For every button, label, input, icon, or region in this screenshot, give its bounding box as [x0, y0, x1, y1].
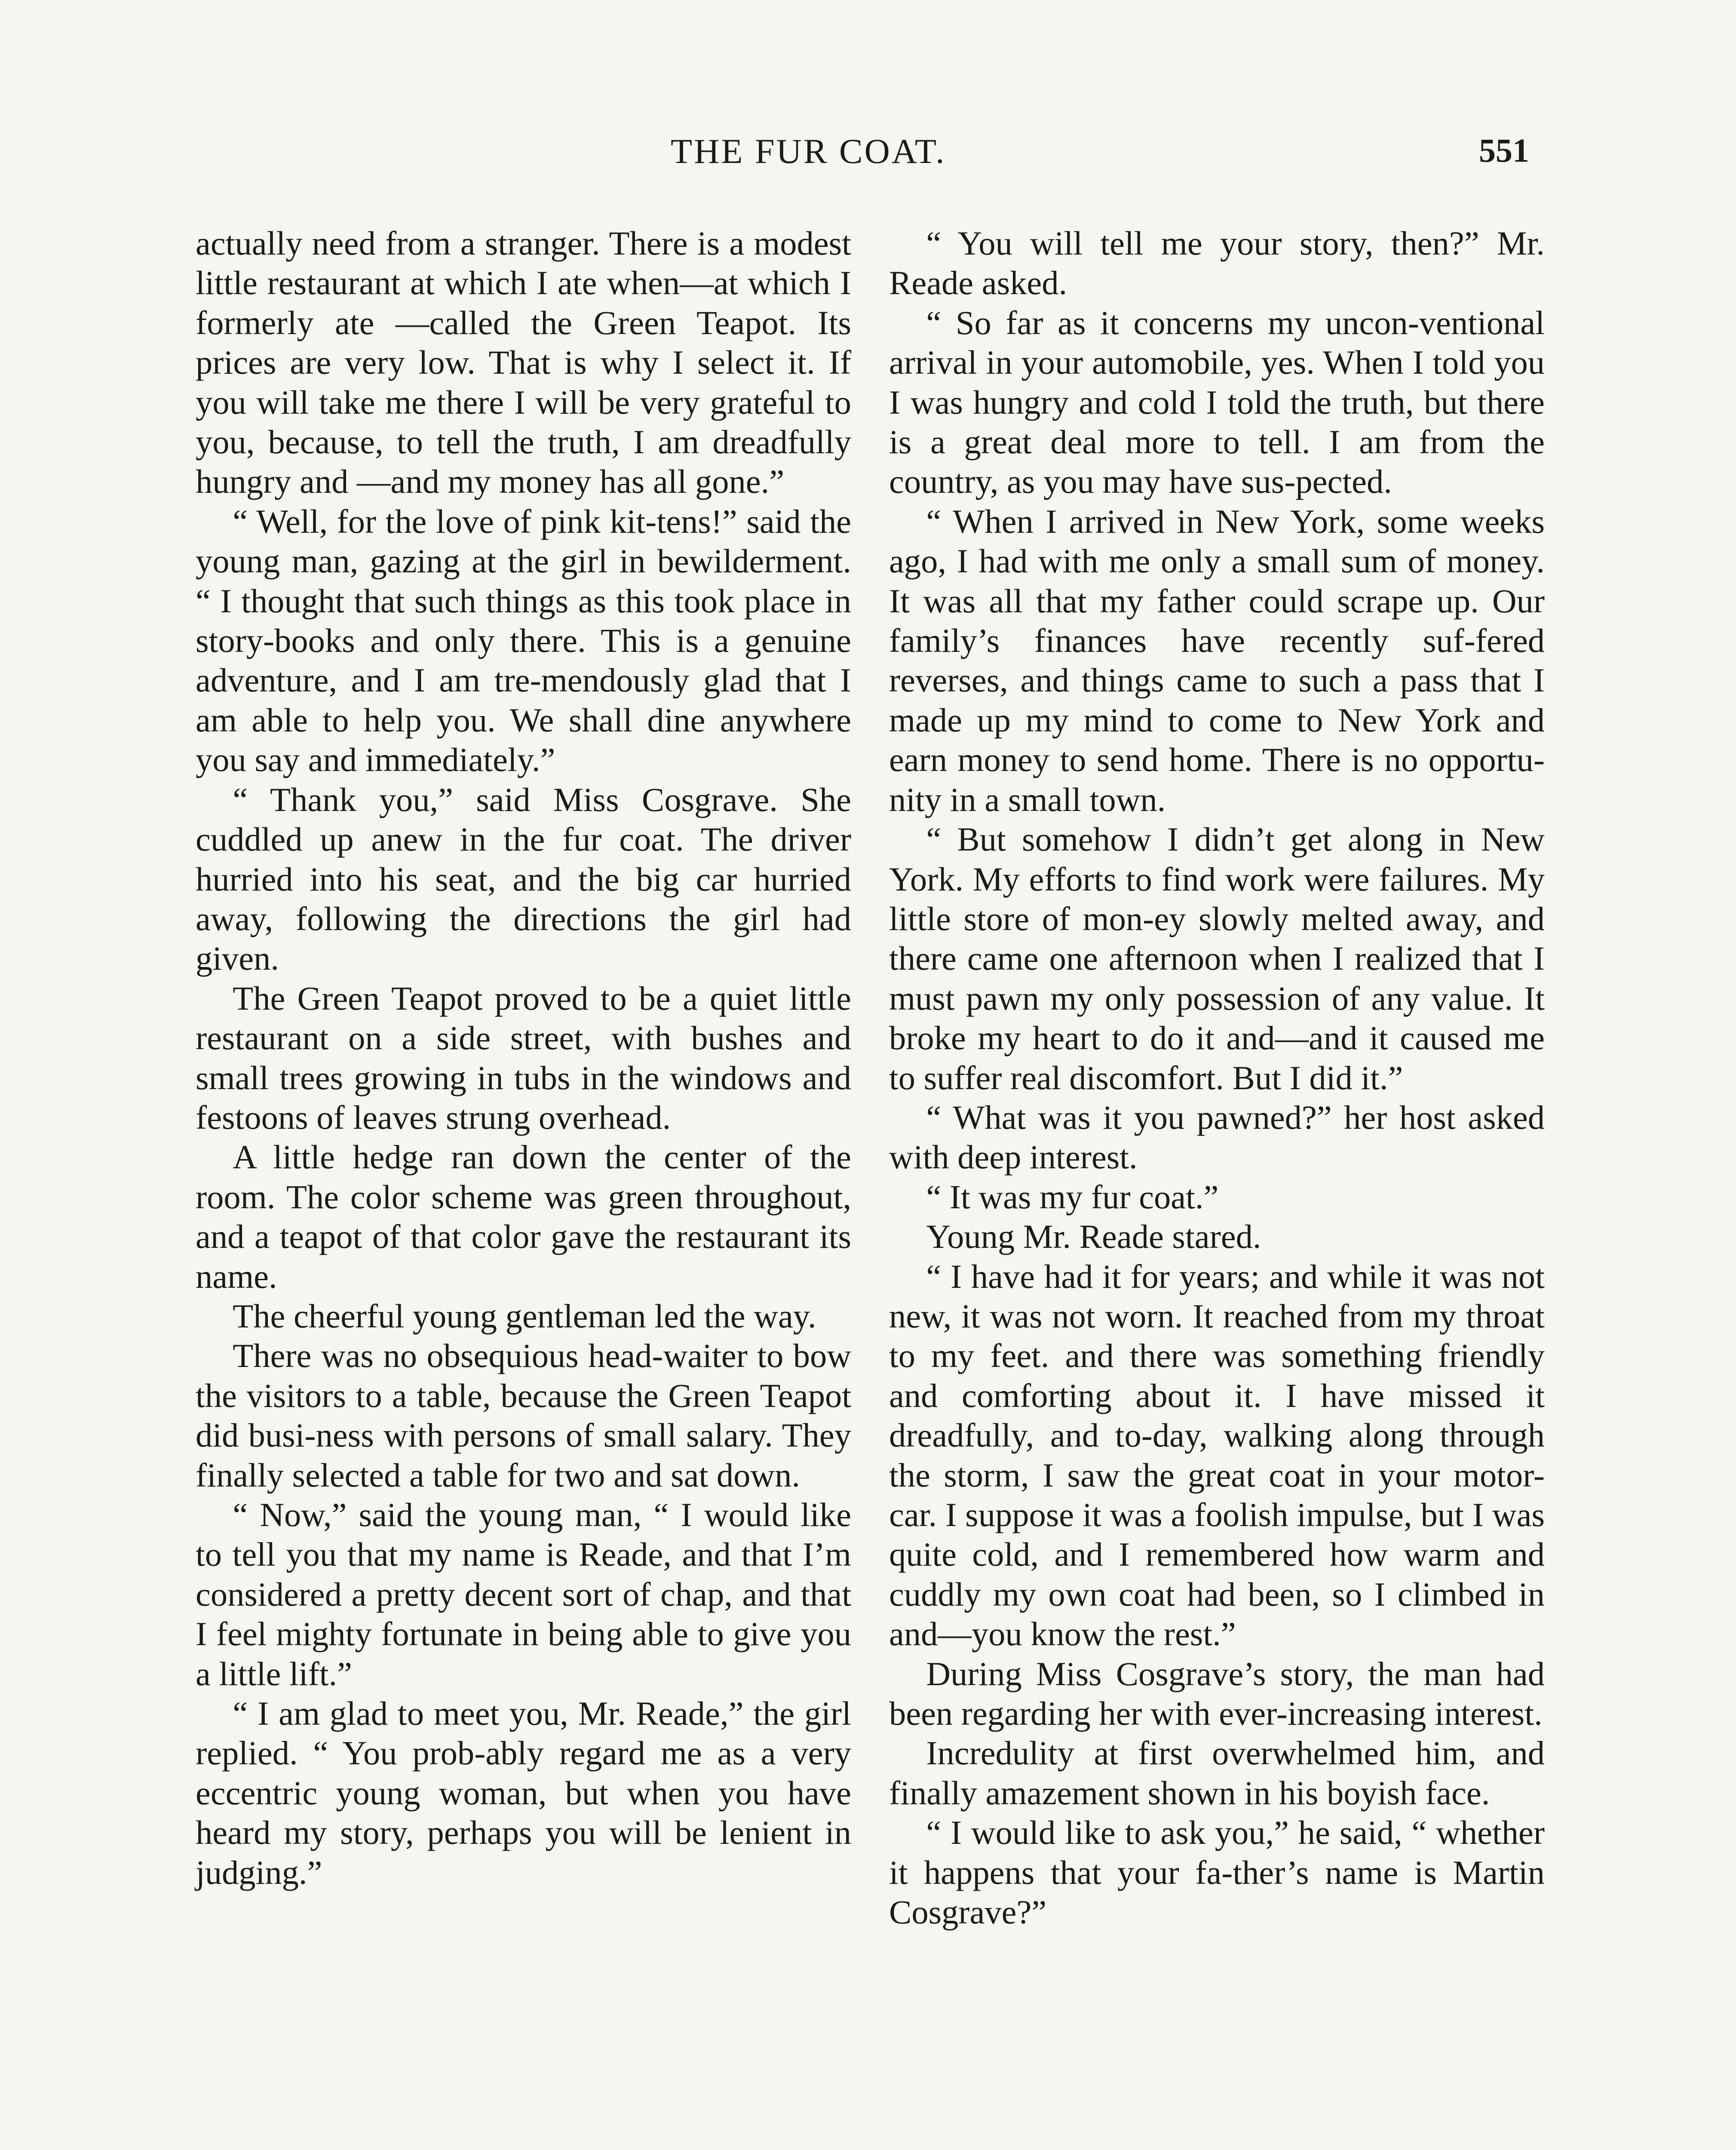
left-column — [196, 224, 851, 1892]
paragraph: A little hedge ran down the center of the room. The color scheme was green throughout, and a teapot of that color gave the restaurant its name. — [196, 1138, 851, 1295]
paragraph: “ It was my fur coat.” — [926, 1178, 1219, 1216]
paragraph: “ Now,” said the young man, “ I would like to tell you that my name is Reade, and that I’m considered a pretty decent sort of chap, and that I feel mighty fortunate in being able to give you a little lift.” — [196, 1496, 851, 1692]
right-column — [889, 224, 1545, 1932]
paragraph: “ So far as it concerns my uncon-ventional arrival in your automobile, yes. When I told you I was hungry and cold I told the truth, but there is a great deal more to tell. I am from the country, as you may have sus-pected. — [889, 304, 1545, 501]
paragraph: “ I have had it for years; and while it was not new, it was not worn. It reached from my throat to my feet. and there was something friendly and comforting about it. I have missed it dreadfully, and to-day, walking along through the storm, I saw the great coat in your motor-car. I suppose it was a foolish impulse, but I was quite cold, and I remembered how warm and cuddly my own coat had been, so I climbed in and—you know the rest.” — [889, 1257, 1545, 1653]
paragraph: “ I am glad to meet you, Mr. Reade,” the girl replied. “ You prob-ably regard me as a very eccentric young woman, but when you have heard my story, perhaps you will be lenient in judging.” — [196, 1695, 851, 1891]
paragraph: There was no obsequious head-waiter to bow the visitors to a table, because the Green Teapot did busi-ness with persons of small salary. They finally selected a table for two and sat down. — [196, 1337, 851, 1494]
paragraph: “ When I arrived in New York, some weeks ago, I had with me only a small sum of money. It was all that my father could scrape up. Our family’s finances have recently suf-fered reverses, and things came to such a pass that I made up my mind to come to New York and earn money to send home. There is no opportu-nity in a small town. — [889, 502, 1545, 818]
page-number: 551 — [1479, 132, 1529, 169]
paragraph: Incredulity at first overwhelmed him, and finally amazement shown in his boyish face. — [889, 1734, 1545, 1812]
paragraph: During Miss Cosgrave’s story, the man had been regarding her with ever-increasing interest. — [889, 1655, 1545, 1732]
paragraph: “ But somehow I didn’t get along in New York. My efforts to find work were failures. My little store of mon-ey slowly melted away, and there came one afternoon when I realized that I must pawn my only possession of any value. It broke my heart to do it and—and it caused me to suffer real discomfort. But I did it.” — [889, 820, 1545, 1096]
paragraph: The cheerful young gentleman led the way. — [233, 1297, 816, 1335]
running-title: THE FUR COAT. — [671, 132, 946, 171]
paragraph: Young Mr. Reade stared. — [926, 1218, 1261, 1256]
paragraph: actually need from a stranger. There is a modest little restaurant at which I ate when—at which I formerly ate —called the Green Teapot. Its prices are very low. That is why I select it. If you will take me there I will be very grateful to you, because, to tell the truth, I am dreadfully hungry and —and my money has all gone.” — [196, 224, 851, 501]
paragraph: “ What was it you pawned?” her host asked with deep interest. — [889, 1098, 1545, 1176]
page-header — [0, 131, 1736, 183]
paragraph: “ Well, for the love of pink kit-tens!” said the young man, gazing at the girl in bewilderment. “ I thought that such things as this took place in story-books and only there. This is a genuine adventure, and I am tre-mendously glad that I am able to help you. We shall dine anywhere you say and immediately.” — [196, 502, 851, 779]
paragraph: “ Thank you,” said Miss Cosgrave. She cuddled up anew in the fur coat. The driver hurried into his seat, and the big car hurried away, following the directions the girl had given. — [196, 780, 851, 977]
paragraph: “ I would like to ask you,” he said, “ whether it happens that your fa-ther’s name is Martin Cosgrave?” — [889, 1814, 1545, 1931]
paragraph: The Green Teapot proved to be a quiet little restaurant on a side street, with bushes and small trees growing in tubs in the windows and festoons of leaves strung overhead. — [196, 979, 851, 1136]
paragraph: “ You will tell me your story, then?” Mr. Reade asked. — [889, 224, 1545, 302]
